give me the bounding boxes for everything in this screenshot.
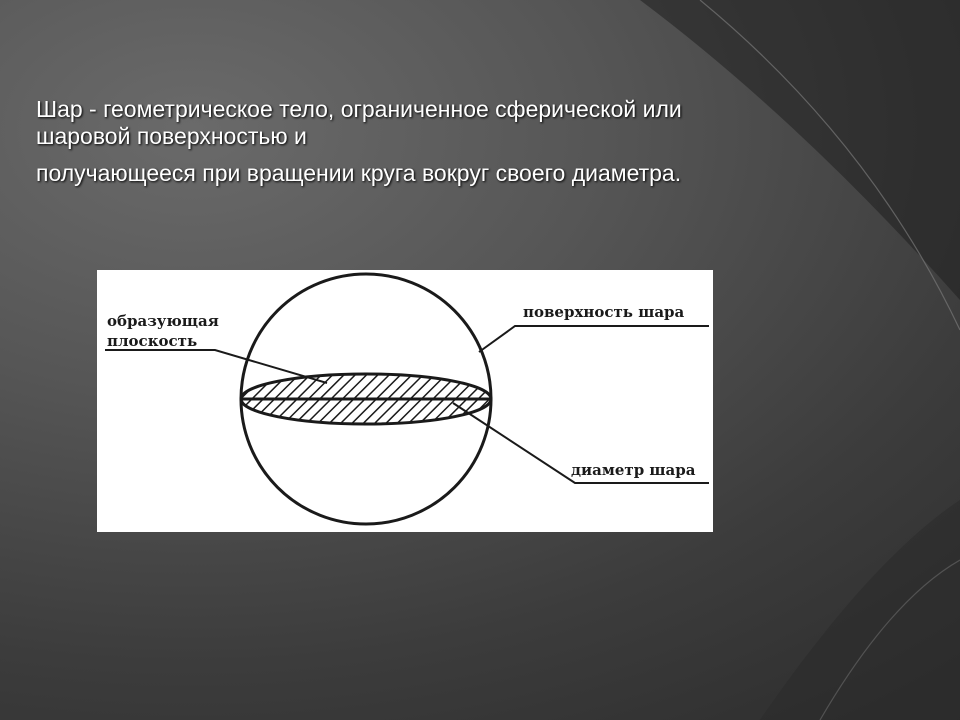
heading-line-2: шаровой поверхностью и <box>36 123 307 149</box>
slide-heading <box>36 96 836 187</box>
heading-line-1: Шар - геометрическое тело, ограниченное сферической или <box>36 96 682 122</box>
surface-leader-line <box>479 326 709 352</box>
plane-label-line-2: плоскость <box>107 332 198 350</box>
plane-label-line-1: образующая <box>107 312 219 330</box>
heading-line-3: получающееся при вращении круга вокруг своего диаметра. <box>36 160 682 186</box>
surface-label: поверхность шара <box>523 303 685 321</box>
diameter-label: диаметр шара <box>571 461 696 479</box>
sphere-diagram <box>97 270 713 532</box>
